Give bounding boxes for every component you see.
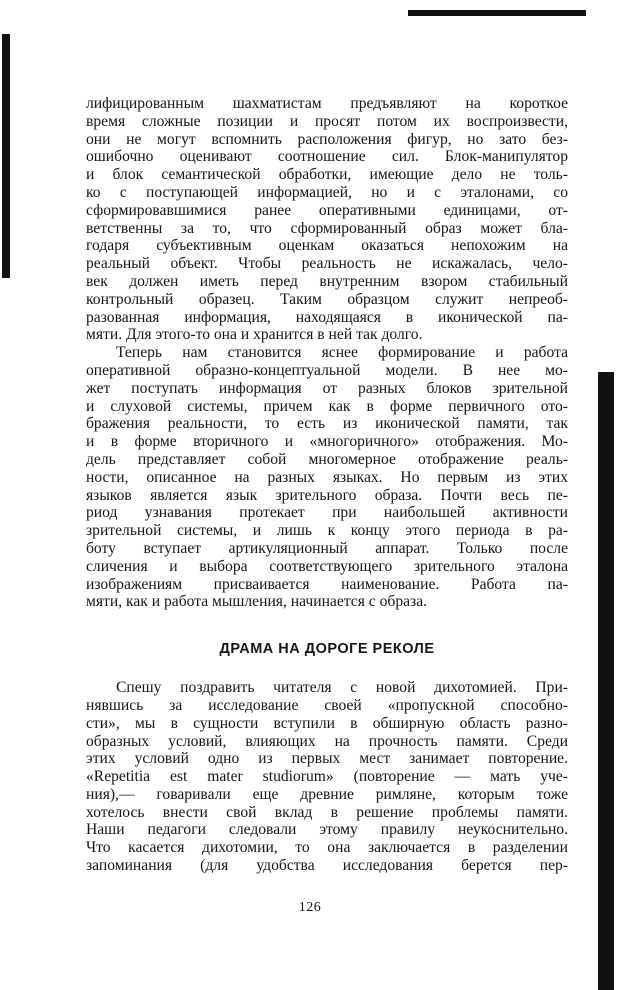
text-line: ветственны за то, что сформированный образ может бла- bbox=[86, 219, 568, 237]
text-line: ко с поступающей информацией, но и с эталонами, со bbox=[86, 183, 568, 201]
text-line: жет поступать информация от разных блоков зрительной bbox=[86, 379, 568, 397]
text-line: нявшись за исследование своей «пропускной способно- bbox=[86, 696, 568, 714]
paragraph-1 bbox=[86, 95, 568, 344]
text-line: и слуховой системы, причем как в форме первичного ото- bbox=[86, 397, 568, 415]
section-title: ДРАМА НА ДОРОГЕ РЕКОЛЕ bbox=[219, 641, 435, 658]
text-line: зрительной системы, и лишь к концу этого периода в ра- bbox=[86, 522, 568, 540]
text-line: и в форме вторичного и «многоричного» отображения. Мо- bbox=[86, 433, 568, 451]
text-line: Наши педагоги следовали этому правилу неукоснительно. bbox=[86, 821, 568, 839]
paragraph-2 bbox=[86, 344, 568, 611]
text-line: они не могут вспомнить расположения фигур, но зато без- bbox=[86, 130, 568, 148]
text-line: хотелось внести свой вклад в решение проблемы памяти. bbox=[86, 803, 568, 821]
text-line: лифицированным шахматистам предъявляют на короткое bbox=[86, 95, 568, 112]
text-line: контрольный образец. Таким образцом служит непреоб- bbox=[86, 290, 568, 308]
text-line: годаря субъективным оценкам оказаться непохожим на bbox=[86, 237, 568, 255]
text-line: сти», мы в сущности вступили в обширную область разно- bbox=[86, 714, 568, 732]
text-line: сличения и выбора соответствующего зрительного эталона bbox=[86, 557, 568, 575]
text-line: бражения реальности, то есть из иконической памяти, так bbox=[86, 415, 568, 433]
text-line: «Repetitia est mater studiorum» (повторение — мать уче- bbox=[86, 768, 568, 786]
text-line: языков является язык зрительного образа. Почти весь пе- bbox=[86, 486, 568, 504]
scan-edge-top bbox=[408, 10, 586, 16]
text-line: век должен иметь перед внутренним взором стабильный bbox=[86, 272, 568, 290]
paragraph-3 bbox=[86, 679, 568, 875]
text-line: ния),— говаривали еще древние римляне, которым тоже bbox=[86, 785, 568, 803]
text-line: запоминания (для удобства исследования берется пер- bbox=[86, 857, 568, 875]
text-line: Теперь нам становится яснее формирование и работа bbox=[116, 344, 568, 362]
text-line: реальный объект. Чтобы реальность не искажалась, чело- bbox=[86, 255, 568, 273]
page-number: 126 bbox=[298, 900, 322, 915]
page-text bbox=[86, 95, 568, 875]
text-line: мяти. Для этого-то она и хранится в ней так долго. bbox=[86, 326, 423, 344]
text-line: ности, описанное на разных языках. Но первым из этих bbox=[86, 468, 568, 486]
text-line: оперативной образно-концептуальной модели. В нее мо- bbox=[86, 361, 568, 379]
text-line: разованная информация, находящаяся в иконической па- bbox=[86, 308, 568, 326]
text-line: боту вступает артикуляционный аппарат. Только после bbox=[86, 539, 568, 557]
text-line: этих условий одно из первых мест занимает повторение. bbox=[86, 750, 568, 768]
text-line: Спешу поздравить читателя с новой дихотомией. При- bbox=[116, 679, 568, 697]
text-line: и блок семантической обработки, имеющие дело не толь- bbox=[86, 166, 568, 184]
text-line: образных условий, влияющих на прочность памяти. Среди bbox=[86, 732, 568, 750]
text-line: время сложные позиции и просят потом их воспроизвести, bbox=[86, 112, 568, 130]
text-line: мяти, как и работа мышления, начинается с образа. bbox=[86, 593, 428, 611]
scan-edge-right bbox=[598, 372, 614, 990]
text-line: Что касается дихотомии, то она заключается в разделении bbox=[86, 839, 568, 857]
text-line: риод узнавания протекает при наибольшей активности bbox=[86, 504, 568, 522]
text-line: дель представляет собой многомерное отображение реаль- bbox=[86, 450, 568, 468]
text-line: ошибочно оценивают соотношение сил. Блок-манипулятор bbox=[86, 148, 568, 166]
text-line: изображениям присваивается наименование. Работа па- bbox=[86, 575, 568, 593]
scan-edge-left bbox=[2, 34, 10, 278]
text-line: сформировавшимися ранее оперативными единицами, от- bbox=[86, 201, 568, 219]
